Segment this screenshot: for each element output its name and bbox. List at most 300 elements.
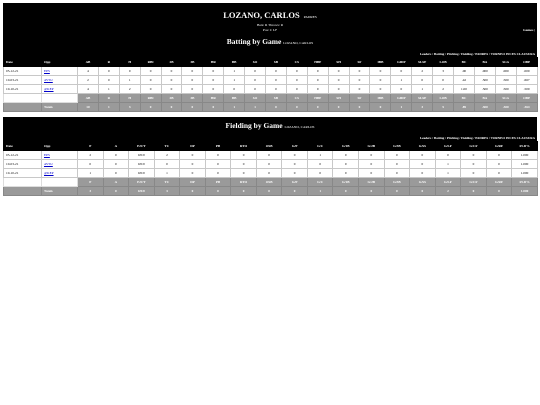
cell-3b: 0	[182, 76, 203, 85]
cell-slsp: 1	[412, 85, 433, 94]
cell-g-c: 0	[307, 169, 333, 178]
cell-bb: 1	[224, 67, 245, 76]
batting-title: Batting by Game	[226, 37, 282, 46]
batting-table	[3, 57, 538, 112]
footer-col-sf: SF	[349, 94, 370, 103]
footer-col-ba: BA	[474, 94, 495, 103]
total-sf: 0	[349, 103, 370, 112]
table-row	[4, 76, 538, 85]
fielding-totals-row	[4, 187, 538, 196]
batting-col-ibb: IBB	[370, 58, 391, 67]
batting-col-slg: SLG	[495, 58, 516, 67]
footer-col-h: H	[119, 94, 140, 103]
cell-2b: 0	[161, 76, 182, 85]
total-g-p: 0	[282, 187, 308, 196]
total-ab: 10	[78, 103, 99, 112]
fielding-col-date: Date	[4, 142, 42, 151]
batting-col-ba: BA	[474, 58, 495, 67]
footer-col-g-cf: G/CF	[461, 178, 487, 187]
opponent-cell	[42, 76, 78, 85]
cell-cs: 0	[286, 85, 307, 94]
cell-pb: 0	[205, 160, 231, 169]
cell-slg: .500	[495, 76, 516, 85]
cell-g-2b: 0	[359, 151, 385, 160]
batting-col-date: Date	[4, 58, 42, 67]
table-row	[4, 169, 538, 178]
batting-col-so: SO	[245, 58, 266, 67]
cell-rbi: 0	[140, 67, 161, 76]
opponent-link[interactable]: @KEP	[44, 171, 54, 175]
cell-date: 10-10-21	[4, 169, 42, 178]
cell-obp: .667	[516, 76, 537, 85]
footer-col-dp: DP	[180, 178, 206, 187]
table-row	[4, 85, 538, 94]
cell-sf: 0	[349, 67, 370, 76]
fielding-col-g-2b: G/2B	[359, 142, 385, 151]
cell-fld: 1.000	[512, 169, 538, 178]
total-a: 0	[103, 187, 129, 196]
cell-slg: .000	[495, 67, 516, 76]
footer-col-so: SO	[245, 94, 266, 103]
fielding-header-row	[4, 142, 538, 151]
cell-osb: 0	[256, 151, 282, 160]
table-row	[4, 67, 538, 76]
footer-col-rbi: RBI	[140, 94, 161, 103]
footer-col-hbp: HBP	[307, 94, 328, 103]
batting-col-hr: HR	[203, 58, 224, 67]
cell-g-1b: 0	[333, 160, 359, 169]
total-g-ss: 0	[410, 187, 436, 196]
batting-col-h: H	[119, 58, 140, 67]
fielding-col-osb: OSB	[256, 142, 282, 151]
total-date	[4, 103, 42, 112]
footer-col-obp: OBP	[516, 94, 537, 103]
batting-col-sh: SH	[328, 58, 349, 67]
cell-e-f-t: 0/0/0	[129, 151, 155, 160]
cell-so: 0	[245, 85, 266, 94]
cell-sf: 0	[349, 85, 370, 94]
cell-ibb: 0	[370, 67, 391, 76]
stats-page	[3, 3, 537, 196]
table-row	[4, 160, 538, 169]
cell-ab: 4	[78, 67, 99, 76]
cell-g-rf: 0	[486, 169, 512, 178]
fielding-links-text[interactable]: Leaders / Batting / Pitching / Fielding / PADRES / TORNEO INCES CLAUSURA	[419, 136, 535, 140]
total-sh: 0	[328, 103, 349, 112]
total-gidp: 1	[391, 103, 412, 112]
fielding-col-a: A	[103, 142, 129, 151]
cell-3b: 0	[182, 67, 203, 76]
footer-col-rto: RTO	[231, 178, 257, 187]
cell-g-lf: 0	[435, 151, 461, 160]
totals-label: Totals	[42, 187, 78, 196]
total-hr: 0	[203, 103, 224, 112]
cell-ba: .500	[474, 76, 495, 85]
total-h: 3	[119, 103, 140, 112]
cell-slsp: 2	[412, 67, 433, 76]
batting-col-sf: SF	[349, 58, 370, 67]
total-so: 1	[245, 103, 266, 112]
total-slg: .300	[495, 103, 516, 112]
cell-g-3b: 0	[384, 169, 410, 178]
total-rto: 0	[231, 187, 257, 196]
table-row	[4, 151, 538, 160]
batting-col-hbp: HBP	[307, 58, 328, 67]
cell-hr: 0	[203, 85, 224, 94]
fielding-col-tc: TC	[154, 142, 180, 151]
footer-col-g-3b: G/3B	[384, 178, 410, 187]
cell-2b: 0	[161, 67, 182, 76]
opponent-link[interactable]: EPS	[44, 69, 50, 73]
footer-col-fld: FLD%	[512, 178, 538, 187]
batting-col-opp: Opp	[42, 58, 78, 67]
opponent-link[interactable]: AVSU	[44, 78, 53, 82]
cell-dp: 0	[180, 169, 206, 178]
footer-col-slsp: SLSP	[412, 94, 433, 103]
fielding-footer-header	[4, 178, 538, 187]
opponent-cell	[42, 160, 78, 169]
cell-g-cf: 0	[461, 151, 487, 160]
cell-dp: 0	[180, 151, 206, 160]
cell-ibb: 0	[370, 76, 391, 85]
batting-col-3b: 3B	[182, 58, 203, 67]
fielding-rows	[4, 151, 538, 178]
batting-totals-row	[4, 103, 538, 112]
total-obp: .364	[516, 103, 537, 112]
fielding-col-dp: DP	[180, 142, 206, 151]
footer-col-osb: OSB	[256, 178, 282, 187]
cell-g-rf: 0	[486, 160, 512, 169]
fielding-col-g-3b: G/3B	[384, 142, 410, 151]
cell-gidp: 0	[391, 85, 412, 94]
cell-rbi: 0	[140, 85, 161, 94]
batting-col-ab: AB	[78, 58, 99, 67]
bats-throws: Bats: R Throws: R	[256, 23, 284, 27]
cell-fld: 1.000	[512, 151, 538, 160]
opponent-cell	[42, 169, 78, 178]
total-g-lf: 2	[435, 187, 461, 196]
opponent-link[interactable]: AVSU	[44, 162, 53, 166]
cell-g-cf: 0	[461, 169, 487, 178]
footer-col-blank	[4, 94, 42, 103]
batting-col-bc: BC	[454, 58, 475, 67]
cell-3b: 0	[182, 85, 203, 94]
cell-pb: 0	[205, 169, 231, 178]
fielding-col-g-1b: G/1B	[333, 142, 359, 151]
footer-col-pb: PB	[205, 178, 231, 187]
footer-col-blank	[42, 178, 78, 187]
total-rbi: 0	[140, 103, 161, 112]
cell-cs: 0	[286, 76, 307, 85]
cell-bc: .42	[454, 76, 475, 85]
cell-g-rf: 0	[486, 151, 512, 160]
cell-obp: .500	[516, 85, 537, 94]
cell-h: 0	[119, 67, 140, 76]
cell-g-cf: 0	[461, 160, 487, 169]
cell-date: 05-12-21	[4, 67, 42, 76]
cell-g-3b: 0	[384, 151, 410, 160]
cell-so: 0	[245, 67, 266, 76]
cell-sh: 0	[328, 85, 349, 94]
cell-hbp: 0	[307, 76, 328, 85]
footer-col-p: P	[78, 178, 104, 187]
cell-sh: 0	[328, 67, 349, 76]
cell-g-p: 0	[282, 169, 308, 178]
fielding-subtitle: LOZANO, CARLOS	[284, 125, 315, 129]
cell-ab: 2	[78, 76, 99, 85]
cell-g-p: 0	[282, 151, 308, 160]
total-cs: 0	[286, 103, 307, 112]
cell-so: 0	[245, 76, 266, 85]
totals-label: Totals	[42, 103, 78, 112]
total-e-f-t: 0/0/0	[129, 187, 155, 196]
cell-hbp: 0	[307, 85, 328, 94]
cell-date: 10-03-21	[4, 76, 42, 85]
total-pb: 0	[205, 187, 231, 196]
cell-g-ss: 0	[410, 151, 436, 160]
cell-osb: 0	[256, 160, 282, 169]
batting-header-row	[4, 58, 538, 67]
cell-tc: 0	[154, 160, 180, 169]
cell-lob: 3	[433, 67, 454, 76]
batting-col-slsp: SLSP	[412, 58, 433, 67]
footer-col-gidp: GIDP	[391, 94, 412, 103]
position: Pos: C LF	[262, 27, 278, 32]
footer-col-slg: SLG	[495, 94, 516, 103]
cell-p: 0	[78, 160, 104, 169]
cell-sf: 0	[349, 76, 370, 85]
footer-col-g-2b: G/2B	[359, 178, 385, 187]
footer-col-g-c: G/C	[307, 178, 333, 187]
total-g-3b: 0	[384, 187, 410, 196]
cell-rbi: 0	[140, 76, 161, 85]
cell-g-3b: 0	[384, 160, 410, 169]
fielding-col-g-c: G/C	[307, 142, 333, 151]
player-header	[3, 3, 537, 33]
total-g-cf: 0	[461, 187, 487, 196]
total-g-2b: 0	[359, 187, 385, 196]
fielding-col-g-p: G/P	[282, 142, 308, 151]
footer-col-blank	[4, 178, 42, 187]
fielding-col-g-cf: G/CF	[461, 142, 487, 151]
cell-e-f-t: 0/0/0	[129, 169, 155, 178]
cell-hr: 0	[203, 76, 224, 85]
footer-col-g-lf: G/LF	[435, 178, 461, 187]
cell-lob: 0	[433, 76, 454, 85]
fielding-col-g-rf: G/RF	[486, 142, 512, 151]
opponent-cell	[42, 151, 78, 160]
cell-h: 1	[119, 76, 140, 85]
footer-col-ab: AB	[78, 94, 99, 103]
footer-col-tc: TC	[154, 178, 180, 187]
fielding-title: Fielding by Game	[225, 121, 283, 130]
total-tc: 3	[154, 187, 180, 196]
batting-title-bar	[3, 33, 537, 51]
batting-subtitle: LOZANO, CARLOS	[283, 41, 314, 45]
footer-col-blank	[42, 94, 78, 103]
opponent-link[interactable]: EPS	[44, 153, 50, 157]
fielding-col-opp: Opp	[42, 142, 78, 151]
player-name: LOZANO, CARLOS	[223, 10, 300, 20]
batting-col-r: R	[98, 58, 119, 67]
cell-slg: .500	[495, 85, 516, 94]
cell-a: 0	[103, 151, 129, 160]
cell-rto: 0	[231, 169, 257, 178]
total-p: 3	[78, 187, 104, 196]
fielding-col-fld: FLD%	[512, 142, 538, 151]
player-team: PADRES	[303, 15, 317, 19]
cell-bb: 1	[224, 76, 245, 85]
fielding-title-bar	[3, 117, 537, 135]
total-dp: 0	[180, 187, 206, 196]
cell-date: 10-10-21	[4, 85, 42, 94]
footer-col-ibb: IBB	[370, 94, 391, 103]
cell-date: 05-12-21	[4, 151, 42, 160]
cell-ba: .500	[474, 85, 495, 94]
footer-col-g-p: G/P	[282, 178, 308, 187]
total-ba: .300	[474, 103, 495, 112]
cell-fld: 1.000	[512, 160, 538, 169]
cell-2b: 0	[161, 85, 182, 94]
cell-h: 2	[119, 85, 140, 94]
batting-col-obp: OBP	[516, 58, 537, 67]
opponent-cell	[42, 67, 78, 76]
fielding-col-e-f-t: E/F/T	[129, 142, 155, 151]
cell-g-lf: 1	[435, 169, 461, 178]
footer-col-cs: CS	[286, 94, 307, 103]
cell-e-f-t: 0/0/0	[129, 160, 155, 169]
cell-sb: 0	[266, 85, 287, 94]
cell-gidp: 0	[391, 67, 412, 76]
footer-col-hr: HR	[203, 94, 224, 103]
cell-date: 10-03-21	[4, 160, 42, 169]
footer-col-g-rf: G/RF	[486, 178, 512, 187]
total-hbp: 0	[307, 103, 328, 112]
fielding-col-pb: PB	[205, 142, 231, 151]
cell-r: 0	[98, 67, 119, 76]
total-g-rf: 0	[486, 187, 512, 196]
total-osb: 0	[256, 187, 282, 196]
cell-g-ss: 0	[410, 169, 436, 178]
opponent-cell	[42, 85, 78, 94]
cell-ibb: 0	[370, 85, 391, 94]
footer-col-3b: 3B	[182, 94, 203, 103]
cell-osb: 0	[256, 169, 282, 178]
footer-col-sb: SB	[266, 94, 287, 103]
cell-cs: 0	[286, 67, 307, 76]
cell-sb: 0	[266, 67, 287, 76]
cell-g-2b: 0	[359, 160, 385, 169]
total-lob: 5	[433, 103, 454, 112]
batting-col-sb: SB	[266, 58, 287, 67]
cell-tc: 1	[154, 169, 180, 178]
cell-bb: 0	[224, 85, 245, 94]
batting-footer-header	[4, 94, 538, 103]
footer-col-lob: LOB	[433, 94, 454, 103]
footer-col-g-ss: G/SS	[410, 178, 436, 187]
cell-ba: .000	[474, 67, 495, 76]
footer-col-bc: BC	[454, 94, 475, 103]
cell-rto: 0	[231, 151, 257, 160]
batting-col-2b: 2B	[161, 58, 182, 67]
total-g-1b: 0	[333, 187, 359, 196]
cell-g-lf: 1	[435, 160, 461, 169]
cell-g-2b: 0	[359, 169, 385, 178]
footer-col-r: R	[98, 94, 119, 103]
total-date	[4, 187, 42, 196]
cell-hr: 0	[203, 67, 224, 76]
batting-col-gidp: GIDP	[391, 58, 412, 67]
total-slsp: 3	[412, 103, 433, 112]
fielding-col-rto: RTO	[231, 142, 257, 151]
total-bc: .89	[454, 103, 475, 112]
footer-col-sh: SH	[328, 94, 349, 103]
cell-obp: .000	[516, 67, 537, 76]
fielding-table	[3, 141, 538, 196]
batting-links-text[interactable]: Leaders / Batting / Pitching / Fielding / PADRES / TORNEO INCES CLAUSURA	[419, 52, 535, 56]
footer-col-bb: BB	[224, 94, 245, 103]
total-g-c: 1	[307, 187, 333, 196]
total-ibb: 0	[370, 103, 391, 112]
cell-a: 0	[103, 169, 129, 178]
total-3b: 0	[182, 103, 203, 112]
batting-col-lob: LOB	[433, 58, 454, 67]
cell-bc: 1.00	[454, 85, 475, 94]
total-r: 1	[98, 103, 119, 112]
cell-rto: 0	[231, 160, 257, 169]
cell-g-p: 0	[282, 160, 308, 169]
cell-bc: .00	[454, 67, 475, 76]
fielding-col-g-lf: G/LF	[435, 142, 461, 151]
cell-tc: 2	[154, 151, 180, 160]
cell-gidp: 1	[391, 76, 412, 85]
cell-sb: 0	[266, 76, 287, 85]
cell-pb: 0	[205, 151, 231, 160]
footer-col-e-f-t: E/F/T	[129, 178, 155, 187]
batting-col-bb: BB	[224, 58, 245, 67]
total-bb: 1	[224, 103, 245, 112]
cell-p: 2	[78, 151, 104, 160]
cell-slsp: 0	[412, 76, 433, 85]
fielding-col-p: P	[78, 142, 104, 151]
cell-p: 1	[78, 169, 104, 178]
batting-col-cs: CS	[286, 58, 307, 67]
cell-a: 0	[103, 160, 129, 169]
cell-lob: 2	[433, 85, 454, 94]
cell-g-1b: 0	[333, 169, 359, 178]
footer-col-g-1b: G/1B	[333, 178, 359, 187]
cell-g-c: 0	[307, 160, 333, 169]
cell-g-c: 1	[307, 151, 333, 160]
cell-r: 1	[98, 85, 119, 94]
cell-hbp: 0	[307, 67, 328, 76]
games-link[interactable]: Games |	[523, 28, 535, 32]
cell-ab: 4	[78, 85, 99, 94]
cell-r: 0	[98, 76, 119, 85]
batting-col-rbi: RBI	[140, 58, 161, 67]
total-sb: 0	[266, 103, 287, 112]
cell-sh: 0	[328, 76, 349, 85]
fielding-col-g-ss: G/SS	[410, 142, 436, 151]
batting-rows	[4, 67, 538, 94]
cell-dp: 0	[180, 160, 206, 169]
opponent-link[interactable]: @KEP	[44, 87, 54, 91]
total-fld: 1.000	[512, 187, 538, 196]
cell-g-1b: 0	[333, 151, 359, 160]
footer-col-2b: 2B	[161, 94, 182, 103]
total-2b: 0	[161, 103, 182, 112]
footer-col-a: A	[103, 178, 129, 187]
